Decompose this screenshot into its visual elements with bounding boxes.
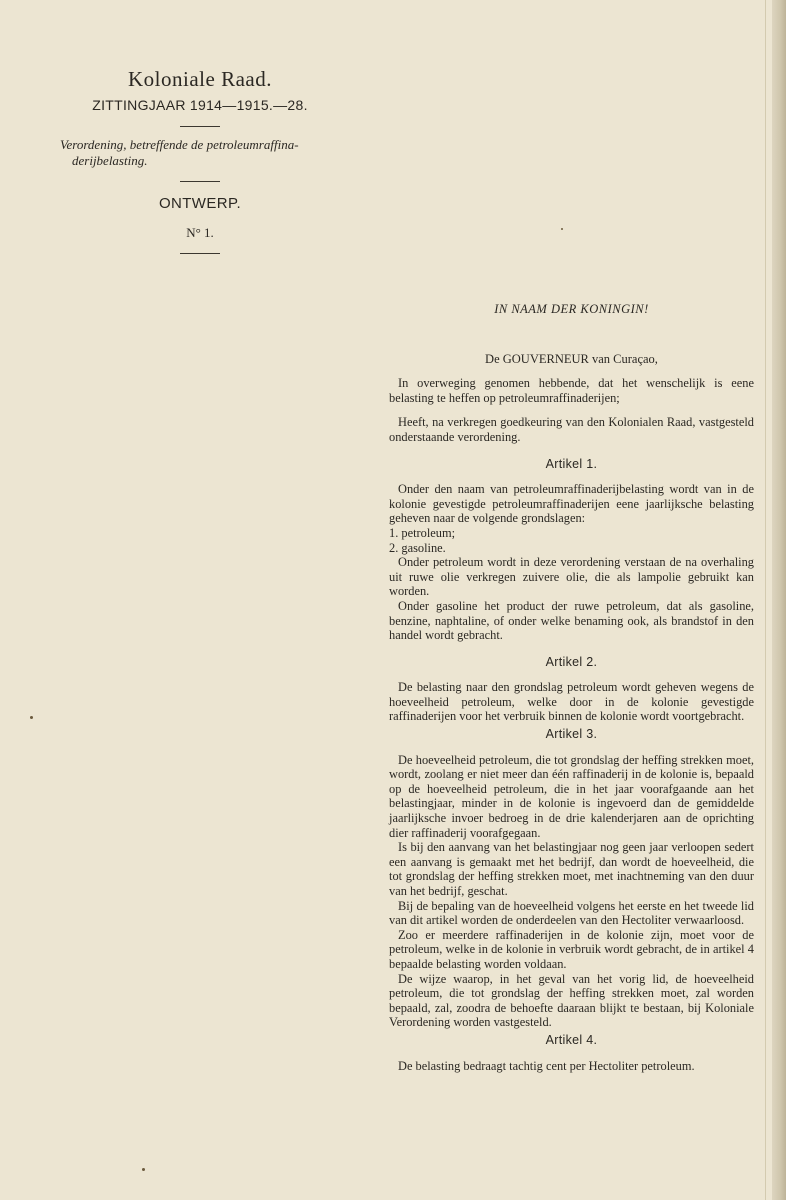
divider xyxy=(180,126,220,127)
article-2-paragraph: De belasting naar den grondslag petroleum wordt geheven wegens de hoeveelheid petroleum, welke door in de kolonie gevestigde raffinaderijen voor het verbruik binnen de kolonie wordt voortgebracht. xyxy=(389,680,754,724)
article-4-paragraph: De belasting bedraagt tachtig cent per Hectoliter petroleum. xyxy=(398,1058,695,1073)
article-3-paragraph: Is bij den aanvang van het belastingjaar nog geen jaar verloopen sedert een aanvang is gemaakt met het bedrijf, dan wordt de hoeveelheid, die tot grondslag der heffing strekken moet, met inachtneming van den duur van het bedrijf, geschat. xyxy=(389,840,754,898)
article-3-paragraph: Bij de bepaling van de hoeveelheid volgens het eerste en het tweede lid van dit artikel worden de onderdeelen van den Hectoliter verwaarloosd. xyxy=(389,898,754,928)
article-1-paragraph: Onder gasoline het product der ruwe petroleum, dat als gasoline, benzine, naphtaline, of onder welke benaming ook, als brandstof in den handel wordt gebracht. xyxy=(389,598,754,643)
page-edge xyxy=(772,0,786,1200)
page-fold-line xyxy=(765,0,766,1200)
draft-label: ONTWERP. xyxy=(158,195,242,212)
council-title: Koloniale Raad. xyxy=(128,67,272,91)
article-3-paragraph: De wijze waarop, in het geval van het vorig lid, de hoeveelheid petroleum, die tot grondslag der heffing strekken moet, zal worden bepaald, zal, zoodra de behoefte daaraan blijkt te bestaan, bij Koloniale Verordening worden vastgesteld. xyxy=(389,971,754,1030)
invocation: IN NAAM DER KONINGIN! xyxy=(494,302,649,316)
ordinance-text xyxy=(389,302,754,1073)
divider xyxy=(180,253,220,254)
document-number: N° 1. xyxy=(186,225,214,240)
enacted-paragraph: Heeft, na verkregen goedkeuring van den Kolonialen Raad, vastgesteld onderstaande verordening. xyxy=(389,415,754,444)
article-1-paragraph: Onder den naam van petroleumraffinaderijbelasting wordt van in de kolonie gevestigde petroleumraffinaderijen eene jaarlijksche belasting geheven naar de volgende grondslagen: xyxy=(389,482,754,526)
considering-paragraph: In overweging genomen hebbende, dat het wenschelijk is eene belasting te heffen op petroleumraffinaderijen; xyxy=(389,376,754,405)
article-1-item-2: 2. gasoline. xyxy=(389,540,446,555)
governor-line: De GOUVERNEUR van Curaçao, xyxy=(485,351,658,366)
article-3-heading: Artikel 3. xyxy=(545,727,598,742)
paper-speck xyxy=(30,716,33,719)
article-1-paragraph: Onder petroleum wordt in deze verordening verstaan de na overhaling uit ruwe olie verkregen zuivere olie, die als lampolie gebruikt kan worden. xyxy=(389,555,754,599)
subtitle-line-1: Verordening, betreffende de petroleumraffina- xyxy=(60,137,299,152)
session-line: ZITTINGJAAR 1914—1915.—28. xyxy=(92,97,308,113)
article-1-item-1: 1. petroleum; xyxy=(389,525,456,540)
paper-speck xyxy=(142,1168,145,1171)
article-1-heading: Artikel 1. xyxy=(545,456,598,471)
ordinance-subtitle xyxy=(60,137,340,169)
subtitle-line-2: derijbelasting. xyxy=(72,153,148,168)
paper-speck xyxy=(561,228,563,230)
article-2-heading: Artikel 2. xyxy=(545,654,598,669)
article-3-paragraph: Zoo er meerdere raffinaderijen in de kolonie zijn, moet voor de petroleum, welke in de kolonie in verbruik wordt gebracht, de in artikel 4 bepaalde belasting worden voldaan. xyxy=(389,927,754,971)
article-4-heading: Artikel 4. xyxy=(545,1032,598,1047)
header-block xyxy=(60,66,340,254)
article-3-paragraph: De hoeveelheid petroleum, die tot grondslag der heffing strekken moet, wordt, zoolang er niet meer dan één raffinaderij in de kolonie is, bepaald op de hoeveelheid petroleum, die in het jaar voorafgaande aan het belastingjaar, minder in de kolonie is ingevoerd dan de gemiddelde jaarlijksche invoer bedroeg in de drie kalenderjaren aan de oprichting dier raffinaderij voorafgegaan. xyxy=(389,752,754,840)
divider xyxy=(180,181,220,182)
